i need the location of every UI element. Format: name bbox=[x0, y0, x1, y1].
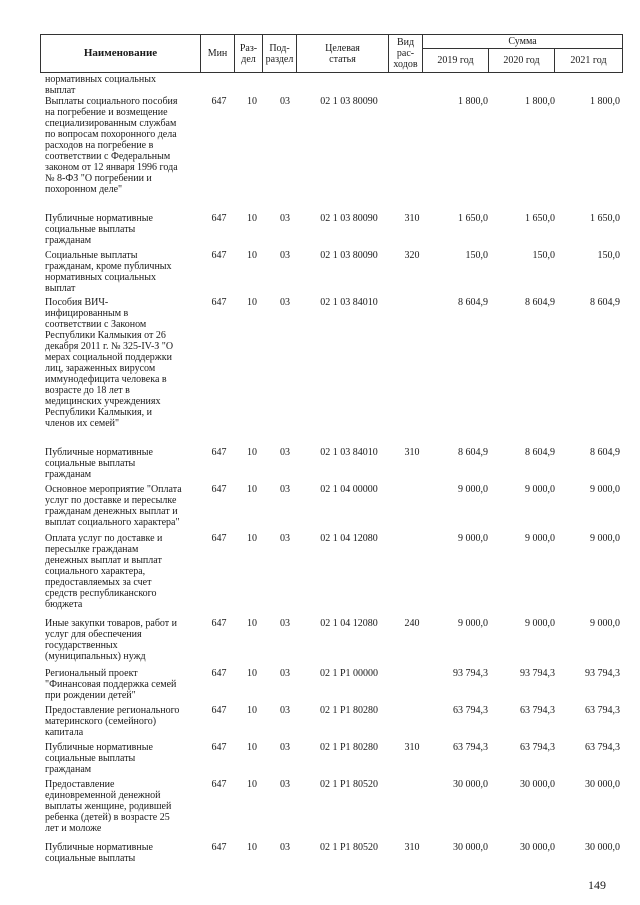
cell-min: 647 bbox=[211, 96, 227, 107]
cell-2019: 1 650,0 bbox=[458, 213, 488, 224]
cell-razdel: 10 bbox=[247, 842, 257, 853]
cell-name: Основное мероприятие "Оплата услуг по доставке и пересылке гражданам денежных выплат и выплат социального характера" bbox=[45, 484, 182, 528]
cell-2021: 63 794,3 bbox=[585, 742, 620, 753]
cell-2021: 1 800,0 bbox=[590, 96, 620, 107]
cell-expense-type: 310 bbox=[404, 842, 420, 853]
table-row bbox=[40, 447, 622, 484]
cell-2021: 8 604,9 bbox=[590, 297, 620, 308]
cell-2021: 150,0 bbox=[597, 250, 620, 261]
cell-min: 647 bbox=[211, 250, 227, 261]
cell-min: 647 bbox=[211, 705, 227, 716]
cell-min: 647 bbox=[211, 668, 227, 679]
table-row bbox=[40, 297, 622, 447]
table-row bbox=[40, 742, 622, 779]
cell-podrazdel: 03 bbox=[280, 250, 290, 261]
cell-target-article: 02 1 03 80090 bbox=[320, 96, 378, 107]
cell-2019: 9 000,0 bbox=[458, 484, 488, 495]
cell-podrazdel: 03 bbox=[280, 297, 290, 308]
cell-2021: 9 000,0 bbox=[590, 484, 620, 495]
table-row bbox=[40, 618, 622, 668]
cell-2020: 1 800,0 bbox=[525, 96, 555, 107]
table-row bbox=[40, 533, 622, 618]
cell-razdel: 10 bbox=[247, 533, 257, 544]
cell-razdel: 10 bbox=[247, 742, 257, 753]
cell-expense-type: 310 bbox=[404, 213, 420, 224]
cell-min: 647 bbox=[211, 779, 227, 790]
cell-name: Публичные нормативные социальные выплаты гражданам bbox=[45, 213, 153, 246]
cell-podrazdel: 03 bbox=[280, 842, 290, 853]
header-year-2019: 2019 год bbox=[423, 49, 489, 73]
cell-target-article: 02 1 03 80090 bbox=[320, 250, 378, 261]
cell-target-article: 02 1 03 84010 bbox=[320, 297, 378, 308]
cell-name: Выплаты социального пособия на погребение и возмещение специализированным службам по вопросам похоронного дела расходов на погребение в соответствии с Федеральным законом от 12 января 1996 года № 8-ФЗ "О погребении и похоронном деле" bbox=[45, 96, 178, 195]
cell-razdel: 10 bbox=[247, 96, 257, 107]
table-row bbox=[40, 668, 622, 705]
cell-target-article: 02 1 04 00000 bbox=[320, 484, 378, 495]
cell-2019: 1 800,0 bbox=[458, 96, 488, 107]
cell-podrazdel: 03 bbox=[280, 484, 290, 495]
cell-2021: 63 794,3 bbox=[585, 705, 620, 716]
cell-2020: 93 794,3 bbox=[520, 668, 555, 679]
cell-podrazdel: 03 bbox=[280, 96, 290, 107]
cell-expense-type: 240 bbox=[404, 618, 420, 629]
cell-2019: 63 794,3 bbox=[453, 742, 488, 753]
cell-2020: 8 604,9 bbox=[525, 447, 555, 458]
cell-2020: 9 000,0 bbox=[525, 618, 555, 629]
cell-min: 647 bbox=[211, 742, 227, 753]
cell-name: Оплата услуг по доставке и пересылке гражданам денежных выплат и выплат социального характера, предоставляемых за счет средств республиканского бюджета bbox=[45, 533, 163, 610]
header-sum: Сумма bbox=[423, 35, 623, 49]
cell-target-article: 02 1 P1 80280 bbox=[319, 742, 379, 753]
cell-target-article: 02 1 P1 80280 bbox=[319, 705, 379, 716]
table-row bbox=[40, 779, 622, 842]
header-expense-type: Вид рас- ходов bbox=[389, 35, 423, 73]
cell-2019: 63 794,3 bbox=[453, 705, 488, 716]
header-razdel: Раз- дел bbox=[235, 35, 263, 73]
cell-min: 647 bbox=[211, 297, 227, 308]
table-row bbox=[40, 213, 622, 250]
cell-target-article: 02 1 P1 80520 bbox=[319, 842, 379, 853]
cell-razdel: 10 bbox=[247, 213, 257, 224]
cell-min: 647 bbox=[211, 447, 227, 458]
cell-razdel: 10 bbox=[247, 297, 257, 308]
cell-2021: 9 000,0 bbox=[590, 533, 620, 544]
cell-2019: 150,0 bbox=[465, 250, 488, 261]
cell-2021: 1 650,0 bbox=[590, 213, 620, 224]
cell-razdel: 10 bbox=[247, 618, 257, 629]
cell-podrazdel: 03 bbox=[280, 618, 290, 629]
cell-expense-type: 310 bbox=[404, 447, 420, 458]
cell-expense-type: 310 bbox=[404, 742, 420, 753]
cell-2019: 9 000,0 bbox=[458, 618, 488, 629]
cell-name: Публичные нормативные социальные выплаты bbox=[45, 842, 153, 864]
cell-name: Публичные нормативные социальные выплаты гражданам bbox=[45, 447, 153, 480]
table-row bbox=[40, 842, 622, 868]
cell-name: Предоставление единовременной денежной выплаты женщине, родившей ребенка (детей) в возрасте 25 лет и моложе bbox=[45, 779, 172, 834]
cell-2020: 9 000,0 bbox=[525, 484, 555, 495]
cell-expense-type: 320 bbox=[404, 250, 420, 261]
cell-2019: 93 794,3 bbox=[453, 668, 488, 679]
cell-razdel: 10 bbox=[247, 447, 257, 458]
cell-name: Предоставление регионального материнского (семейного) капитала bbox=[45, 705, 180, 738]
cell-min: 647 bbox=[211, 484, 227, 495]
cell-podrazdel: 03 bbox=[280, 447, 290, 458]
cell-2019: 8 604,9 bbox=[458, 297, 488, 308]
table-row bbox=[40, 705, 622, 742]
cell-podrazdel: 03 bbox=[280, 705, 290, 716]
cell-2020: 8 604,9 bbox=[525, 297, 555, 308]
cell-target-article: 02 1 P1 80520 bbox=[319, 779, 379, 790]
cell-min: 647 bbox=[211, 618, 227, 629]
table-body bbox=[40, 74, 622, 868]
cell-podrazdel: 03 bbox=[280, 213, 290, 224]
cell-2021: 30 000,0 bbox=[585, 779, 620, 790]
cell-razdel: 10 bbox=[247, 484, 257, 495]
table-row bbox=[40, 74, 622, 96]
cell-razdel: 10 bbox=[247, 668, 257, 679]
cell-podrazdel: 03 bbox=[280, 742, 290, 753]
table-row bbox=[40, 96, 622, 213]
cell-2021: 93 794,3 bbox=[585, 668, 620, 679]
header-min: Мин bbox=[201, 35, 235, 73]
cell-target-article: 02 1 03 84010 bbox=[320, 447, 378, 458]
table-row bbox=[40, 484, 622, 533]
cell-target-article: 02 1 04 12080 bbox=[320, 533, 378, 544]
cell-min: 647 bbox=[211, 533, 227, 544]
cell-min: 647 bbox=[211, 842, 227, 853]
cell-name: нормативных социальных выплат bbox=[45, 74, 156, 96]
cell-name: Региональный проект "Финансовая поддержка семей при рождении детей" bbox=[45, 668, 177, 701]
cell-podrazdel: 03 bbox=[280, 533, 290, 544]
header-year-2021: 2021 год bbox=[555, 49, 623, 73]
cell-2021: 8 604,9 bbox=[590, 447, 620, 458]
cell-2020: 30 000,0 bbox=[520, 842, 555, 853]
cell-2019: 30 000,0 bbox=[453, 842, 488, 853]
cell-2020: 63 794,3 bbox=[520, 742, 555, 753]
cell-2021: 9 000,0 bbox=[590, 618, 620, 629]
cell-2019: 8 604,9 bbox=[458, 447, 488, 458]
cell-name: Публичные нормативные социальные выплаты гражданам bbox=[45, 742, 153, 775]
cell-podrazdel: 03 bbox=[280, 779, 290, 790]
cell-2020: 63 794,3 bbox=[520, 705, 555, 716]
cell-target-article: 02 1 04 12080 bbox=[320, 618, 378, 629]
table-header bbox=[40, 34, 623, 73]
cell-min: 647 bbox=[211, 213, 227, 224]
cell-name: Пособия ВИЧ- инфицированным в соответствии с Законом Республики Калмыкия от 26 декабря 2011 г. № 325-IV-З "О мерах социальной поддержки лиц, зараженных вирусом иммунодефицита человека в возрасте до 18 лет в медицинских учреждениях Республики Калмыкия, и членов их семей" bbox=[45, 297, 174, 429]
cell-2020: 150,0 bbox=[532, 250, 555, 261]
cell-2020: 9 000,0 bbox=[525, 533, 555, 544]
cell-name: Иные закупки товаров, работ и услуг для обеспечения государственных (муниципальных) нужд bbox=[45, 618, 178, 662]
cell-target-article: 02 1 03 80090 bbox=[320, 213, 378, 224]
header-name: Наименование bbox=[41, 35, 201, 73]
header-year-2020: 2020 год bbox=[489, 49, 555, 73]
header-podrazdel: Под- раздел bbox=[263, 35, 297, 73]
cell-name: Социальные выплаты гражданам, кроме публичных нормативных социальных выплат bbox=[45, 250, 172, 294]
cell-2019: 9 000,0 bbox=[458, 533, 488, 544]
page-number: 149 bbox=[588, 878, 606, 892]
header-target-article: Целевая статья bbox=[297, 35, 389, 73]
cell-razdel: 10 bbox=[247, 779, 257, 790]
table-row bbox=[40, 250, 622, 297]
cell-target-article: 02 1 P1 00000 bbox=[319, 668, 379, 679]
cell-razdel: 10 bbox=[247, 250, 257, 261]
cell-2020: 1 650,0 bbox=[525, 213, 555, 224]
cell-podrazdel: 03 bbox=[280, 668, 290, 679]
cell-2019: 30 000,0 bbox=[453, 779, 488, 790]
cell-razdel: 10 bbox=[247, 705, 257, 716]
cell-2020: 30 000,0 bbox=[520, 779, 555, 790]
cell-2021: 30 000,0 bbox=[585, 842, 620, 853]
